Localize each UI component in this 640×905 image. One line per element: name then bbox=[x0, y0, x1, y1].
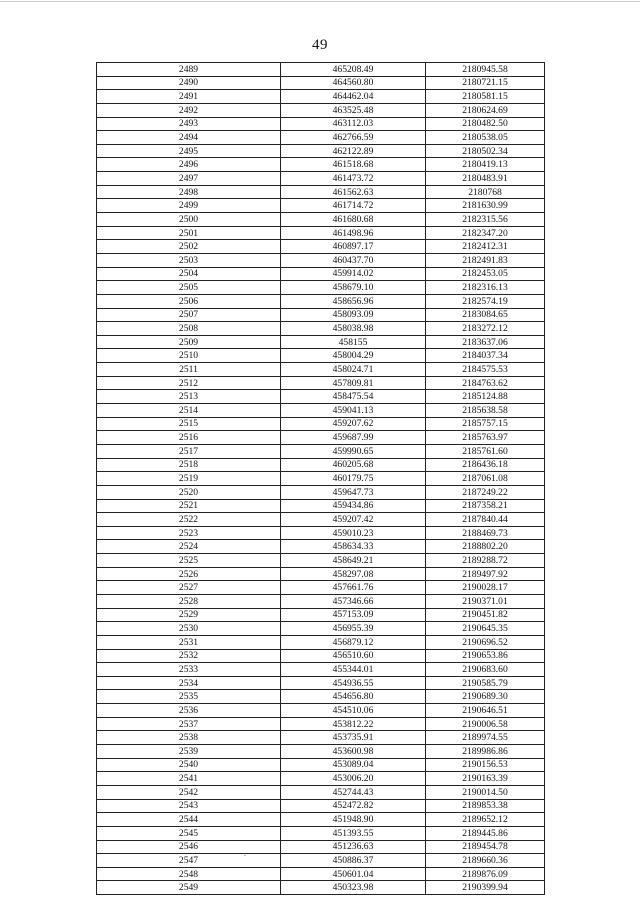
x-coordinate-cell: 458649.21 bbox=[281, 554, 426, 568]
table-row bbox=[97, 608, 545, 622]
table-row bbox=[97, 404, 545, 418]
point-number-cell: 2499 bbox=[97, 199, 281, 213]
table-row bbox=[97, 704, 545, 718]
x-coordinate-cell: 460437.70 bbox=[281, 253, 426, 267]
table-row bbox=[97, 185, 545, 199]
y-coordinate-cell: 2182412.31 bbox=[426, 240, 545, 254]
y-coordinate-cell: 2182347.20 bbox=[426, 226, 545, 240]
x-coordinate-cell: 461562.63 bbox=[281, 185, 426, 199]
point-number-cell: 2507 bbox=[97, 308, 281, 322]
y-coordinate-cell: 2190163.39 bbox=[426, 772, 545, 786]
point-number-cell: 2489 bbox=[97, 63, 281, 77]
table-row bbox=[97, 90, 545, 104]
y-coordinate-cell: 2190653.86 bbox=[426, 649, 545, 663]
y-coordinate-cell: 2180945.58 bbox=[426, 63, 545, 77]
y-coordinate-cell: 2184575.53 bbox=[426, 363, 545, 377]
y-coordinate-cell: 2180502.34 bbox=[426, 144, 545, 158]
x-coordinate-cell: 458038.98 bbox=[281, 322, 426, 336]
x-coordinate-cell: 459647.73 bbox=[281, 485, 426, 499]
x-coordinate-cell: 463112.03 bbox=[281, 117, 426, 131]
table-row bbox=[97, 499, 545, 513]
x-coordinate-cell: 459687.99 bbox=[281, 431, 426, 445]
x-coordinate-cell: 456879.12 bbox=[281, 635, 426, 649]
scan-artifact bbox=[244, 855, 246, 856]
y-coordinate-cell: 2190683.60 bbox=[426, 663, 545, 677]
table-row bbox=[97, 63, 545, 77]
x-coordinate-cell: 459434.86 bbox=[281, 499, 426, 513]
y-coordinate-cell: 2190645.35 bbox=[426, 622, 545, 636]
page-number: 49 bbox=[312, 37, 328, 53]
point-number-cell: 2500 bbox=[97, 213, 281, 227]
y-coordinate-cell: 2189454.78 bbox=[426, 840, 545, 854]
table-row bbox=[97, 635, 545, 649]
point-number-cell: 2536 bbox=[97, 704, 281, 718]
point-number-cell: 2515 bbox=[97, 417, 281, 431]
x-coordinate-cell: 458679.10 bbox=[281, 281, 426, 295]
point-number-cell: 2524 bbox=[97, 540, 281, 554]
y-coordinate-cell: 2189445.86 bbox=[426, 826, 545, 840]
table-row bbox=[97, 799, 545, 813]
y-coordinate-cell: 2190156.53 bbox=[426, 758, 545, 772]
x-coordinate-cell: 464462.04 bbox=[281, 90, 426, 104]
point-number-cell: 2519 bbox=[97, 472, 281, 486]
table-row bbox=[97, 199, 545, 213]
table-row bbox=[97, 663, 545, 677]
y-coordinate-cell: 2189497.92 bbox=[426, 567, 545, 581]
point-number-cell: 2549 bbox=[97, 881, 281, 895]
y-coordinate-cell: 2180624.69 bbox=[426, 103, 545, 117]
point-number-cell: 2540 bbox=[97, 758, 281, 772]
x-coordinate-cell: 452744.43 bbox=[281, 785, 426, 799]
point-number-cell: 2518 bbox=[97, 458, 281, 472]
y-coordinate-cell: 2183084.65 bbox=[426, 308, 545, 322]
y-coordinate-cell: 2184037.34 bbox=[426, 349, 545, 363]
y-coordinate-cell: 2190451.82 bbox=[426, 608, 545, 622]
point-number-cell: 2494 bbox=[97, 131, 281, 145]
point-number-cell: 2520 bbox=[97, 485, 281, 499]
y-coordinate-cell: 2190014.50 bbox=[426, 785, 545, 799]
y-coordinate-cell: 2185757.15 bbox=[426, 417, 545, 431]
table-row bbox=[97, 826, 545, 840]
x-coordinate-cell: 460179.75 bbox=[281, 472, 426, 486]
table-row bbox=[97, 240, 545, 254]
x-coordinate-cell: 456510.60 bbox=[281, 649, 426, 663]
point-number-cell: 2511 bbox=[97, 363, 281, 377]
table-row bbox=[97, 172, 545, 186]
x-coordinate-cell: 461714.72 bbox=[281, 199, 426, 213]
x-coordinate-cell: 457346.66 bbox=[281, 594, 426, 608]
point-number-cell: 2531 bbox=[97, 635, 281, 649]
table-row bbox=[97, 226, 545, 240]
x-coordinate-cell: 458155 bbox=[281, 335, 426, 349]
y-coordinate-cell: 2186436.18 bbox=[426, 458, 545, 472]
y-coordinate-cell: 2187358.21 bbox=[426, 499, 545, 513]
table-row bbox=[97, 267, 545, 281]
y-coordinate-cell: 2189876.09 bbox=[426, 867, 545, 881]
x-coordinate-cell: 455344.01 bbox=[281, 663, 426, 677]
table-row bbox=[97, 76, 545, 90]
table-row bbox=[97, 117, 545, 131]
x-coordinate-cell: 459041.13 bbox=[281, 404, 426, 418]
y-coordinate-cell: 2190399.94 bbox=[426, 881, 545, 895]
y-coordinate-cell: 2190371.01 bbox=[426, 594, 545, 608]
page-top-edge bbox=[0, 1, 640, 2]
y-coordinate-cell: 2190028.17 bbox=[426, 581, 545, 595]
table-row bbox=[97, 458, 545, 472]
point-number-cell: 2521 bbox=[97, 499, 281, 513]
y-coordinate-cell: 2184763.62 bbox=[426, 376, 545, 390]
x-coordinate-cell: 461473.72 bbox=[281, 172, 426, 186]
point-number-cell: 2493 bbox=[97, 117, 281, 131]
y-coordinate-cell: 2189853.38 bbox=[426, 799, 545, 813]
point-number-cell: 2513 bbox=[97, 390, 281, 404]
table-row bbox=[97, 772, 545, 786]
point-number-cell: 2501 bbox=[97, 226, 281, 240]
point-number-cell: 2498 bbox=[97, 185, 281, 199]
point-number-cell: 2505 bbox=[97, 281, 281, 295]
table-row bbox=[97, 376, 545, 390]
y-coordinate-cell: 2190585.79 bbox=[426, 676, 545, 690]
y-coordinate-cell: 2189288.72 bbox=[426, 554, 545, 568]
table-row bbox=[97, 867, 545, 881]
x-coordinate-cell: 453812.22 bbox=[281, 717, 426, 731]
point-number-cell: 2510 bbox=[97, 349, 281, 363]
y-coordinate-cell: 2189974.55 bbox=[426, 731, 545, 745]
table-row bbox=[97, 472, 545, 486]
y-coordinate-cell: 2185761.60 bbox=[426, 444, 545, 458]
y-coordinate-cell: 2187249.22 bbox=[426, 485, 545, 499]
x-coordinate-cell: 459914.02 bbox=[281, 267, 426, 281]
y-coordinate-cell: 2182574.19 bbox=[426, 294, 545, 308]
point-number-cell: 2503 bbox=[97, 253, 281, 267]
y-coordinate-cell: 2190689.30 bbox=[426, 690, 545, 704]
point-number-cell: 2546 bbox=[97, 840, 281, 854]
x-coordinate-cell: 458634.33 bbox=[281, 540, 426, 554]
table-row bbox=[97, 785, 545, 799]
point-number-cell: 2502 bbox=[97, 240, 281, 254]
point-number-cell: 2539 bbox=[97, 745, 281, 759]
y-coordinate-cell: 2180538.05 bbox=[426, 131, 545, 145]
table-row bbox=[97, 131, 545, 145]
y-coordinate-cell: 2181630.99 bbox=[426, 199, 545, 213]
point-number-cell: 2533 bbox=[97, 663, 281, 677]
table-row bbox=[97, 758, 545, 772]
point-number-cell: 2514 bbox=[97, 404, 281, 418]
point-number-cell: 2509 bbox=[97, 335, 281, 349]
table-row bbox=[97, 526, 545, 540]
point-number-cell: 2543 bbox=[97, 799, 281, 813]
point-number-cell: 2534 bbox=[97, 676, 281, 690]
table-row bbox=[97, 281, 545, 295]
y-coordinate-cell: 2180482.50 bbox=[426, 117, 545, 131]
table-row bbox=[97, 581, 545, 595]
x-coordinate-cell: 456955.39 bbox=[281, 622, 426, 636]
x-coordinate-cell: 454510.06 bbox=[281, 704, 426, 718]
point-number-cell: 2512 bbox=[97, 376, 281, 390]
table-row bbox=[97, 676, 545, 690]
table-row bbox=[97, 854, 545, 868]
point-number-cell: 2535 bbox=[97, 690, 281, 704]
table-row bbox=[97, 745, 545, 759]
point-number-cell: 2506 bbox=[97, 294, 281, 308]
y-coordinate-cell: 2183272.12 bbox=[426, 322, 545, 336]
y-coordinate-cell: 2182316.13 bbox=[426, 281, 545, 295]
table-row bbox=[97, 158, 545, 172]
table-row bbox=[97, 567, 545, 581]
table-row bbox=[97, 813, 545, 827]
y-coordinate-cell: 2182315.56 bbox=[426, 213, 545, 227]
table-row bbox=[97, 622, 545, 636]
table-row bbox=[97, 144, 545, 158]
point-number-cell: 2508 bbox=[97, 322, 281, 336]
point-number-cell: 2496 bbox=[97, 158, 281, 172]
x-coordinate-cell: 459207.62 bbox=[281, 417, 426, 431]
table-row bbox=[97, 213, 545, 227]
table-row bbox=[97, 881, 545, 895]
x-coordinate-cell: 461518.68 bbox=[281, 158, 426, 172]
x-coordinate-cell: 450601.04 bbox=[281, 867, 426, 881]
x-coordinate-cell: 458093.09 bbox=[281, 308, 426, 322]
coordinates-table bbox=[96, 62, 545, 895]
point-number-cell: 2516 bbox=[97, 431, 281, 445]
point-number-cell: 2526 bbox=[97, 567, 281, 581]
x-coordinate-cell: 451393.55 bbox=[281, 826, 426, 840]
x-coordinate-cell: 454656.80 bbox=[281, 690, 426, 704]
point-number-cell: 2491 bbox=[97, 90, 281, 104]
x-coordinate-cell: 450323.98 bbox=[281, 881, 426, 895]
x-coordinate-cell: 451948.90 bbox=[281, 813, 426, 827]
x-coordinate-cell: 460897.17 bbox=[281, 240, 426, 254]
table-row bbox=[97, 335, 545, 349]
table-row bbox=[97, 485, 545, 499]
table-row bbox=[97, 253, 545, 267]
point-number-cell: 2527 bbox=[97, 581, 281, 595]
point-number-cell: 2530 bbox=[97, 622, 281, 636]
y-coordinate-cell: 2188469.73 bbox=[426, 526, 545, 540]
x-coordinate-cell: 457153.09 bbox=[281, 608, 426, 622]
x-coordinate-cell: 464560.80 bbox=[281, 76, 426, 90]
point-number-cell: 2538 bbox=[97, 731, 281, 745]
table-row bbox=[97, 540, 545, 554]
y-coordinate-cell: 2180721.15 bbox=[426, 76, 545, 90]
table-row bbox=[97, 390, 545, 404]
y-coordinate-cell: 2189660.36 bbox=[426, 854, 545, 868]
y-coordinate-cell: 2188802.20 bbox=[426, 540, 545, 554]
y-coordinate-cell: 2185638.58 bbox=[426, 404, 545, 418]
point-number-cell: 2523 bbox=[97, 526, 281, 540]
table-row bbox=[97, 554, 545, 568]
x-coordinate-cell: 458297.08 bbox=[281, 567, 426, 581]
x-coordinate-cell: 462766.59 bbox=[281, 131, 426, 145]
x-coordinate-cell: 462122.89 bbox=[281, 144, 426, 158]
y-coordinate-cell: 2180419.13 bbox=[426, 158, 545, 172]
y-coordinate-cell: 2189652.12 bbox=[426, 813, 545, 827]
x-coordinate-cell: 453600.98 bbox=[281, 745, 426, 759]
x-coordinate-cell: 458656.96 bbox=[281, 294, 426, 308]
x-coordinate-cell: 450886.37 bbox=[281, 854, 426, 868]
table-row bbox=[97, 840, 545, 854]
point-number-cell: 2541 bbox=[97, 772, 281, 786]
x-coordinate-cell: 453006.20 bbox=[281, 772, 426, 786]
point-number-cell: 2544 bbox=[97, 813, 281, 827]
point-number-cell: 2525 bbox=[97, 554, 281, 568]
x-coordinate-cell: 461680.68 bbox=[281, 213, 426, 227]
table-row bbox=[97, 717, 545, 731]
x-coordinate-cell: 458024.71 bbox=[281, 363, 426, 377]
y-coordinate-cell: 2190646.51 bbox=[426, 704, 545, 718]
x-coordinate-cell: 457809.81 bbox=[281, 376, 426, 390]
x-coordinate-cell: 451236.63 bbox=[281, 840, 426, 854]
x-coordinate-cell: 463525.48 bbox=[281, 103, 426, 117]
point-number-cell: 2529 bbox=[97, 608, 281, 622]
y-coordinate-cell: 2180483.91 bbox=[426, 172, 545, 186]
coordinates-table-body bbox=[97, 63, 545, 895]
point-number-cell: 2522 bbox=[97, 513, 281, 527]
point-number-cell: 2495 bbox=[97, 144, 281, 158]
y-coordinate-cell: 2185763.97 bbox=[426, 431, 545, 445]
x-coordinate-cell: 457661.76 bbox=[281, 581, 426, 595]
point-number-cell: 2542 bbox=[97, 785, 281, 799]
x-coordinate-cell: 459990.65 bbox=[281, 444, 426, 458]
table-row bbox=[97, 731, 545, 745]
point-number-cell: 2545 bbox=[97, 826, 281, 840]
point-number-cell: 2547 bbox=[97, 854, 281, 868]
table-row bbox=[97, 294, 545, 308]
y-coordinate-cell: 2182453.05 bbox=[426, 267, 545, 281]
y-coordinate-cell: 2180581.15 bbox=[426, 90, 545, 104]
x-coordinate-cell: 454936.55 bbox=[281, 676, 426, 690]
y-coordinate-cell: 2183637.06 bbox=[426, 335, 545, 349]
y-coordinate-cell: 2185124.88 bbox=[426, 390, 545, 404]
y-coordinate-cell: 2180768 bbox=[426, 185, 545, 199]
table-row bbox=[97, 431, 545, 445]
y-coordinate-cell: 2190696.52 bbox=[426, 635, 545, 649]
point-number-cell: 2504 bbox=[97, 267, 281, 281]
x-coordinate-cell: 458475.54 bbox=[281, 390, 426, 404]
point-number-cell: 2497 bbox=[97, 172, 281, 186]
table-row bbox=[97, 594, 545, 608]
x-coordinate-cell: 453735.91 bbox=[281, 731, 426, 745]
point-number-cell: 2548 bbox=[97, 867, 281, 881]
table-row bbox=[97, 103, 545, 117]
y-coordinate-cell: 2187840.44 bbox=[426, 513, 545, 527]
table-row bbox=[97, 513, 545, 527]
x-coordinate-cell: 459010.23 bbox=[281, 526, 426, 540]
y-coordinate-cell: 2189986.86 bbox=[426, 745, 545, 759]
table-row bbox=[97, 363, 545, 377]
x-coordinate-cell: 452472.82 bbox=[281, 799, 426, 813]
table-row bbox=[97, 349, 545, 363]
point-number-cell: 2517 bbox=[97, 444, 281, 458]
point-number-cell: 2490 bbox=[97, 76, 281, 90]
table-row bbox=[97, 308, 545, 322]
table-row bbox=[97, 690, 545, 704]
x-coordinate-cell: 459207.42 bbox=[281, 513, 426, 527]
table-row bbox=[97, 444, 545, 458]
table-row bbox=[97, 649, 545, 663]
point-number-cell: 2537 bbox=[97, 717, 281, 731]
y-coordinate-cell: 2182491.83 bbox=[426, 253, 545, 267]
y-coordinate-cell: 2190006.58 bbox=[426, 717, 545, 731]
table-row bbox=[97, 417, 545, 431]
x-coordinate-cell: 458004.29 bbox=[281, 349, 426, 363]
y-coordinate-cell: 2187061.08 bbox=[426, 472, 545, 486]
point-number-cell: 2532 bbox=[97, 649, 281, 663]
point-number-cell: 2528 bbox=[97, 594, 281, 608]
x-coordinate-cell: 465208.49 bbox=[281, 63, 426, 77]
x-coordinate-cell: 461498.96 bbox=[281, 226, 426, 240]
point-number-cell: 2492 bbox=[97, 103, 281, 117]
table-row bbox=[97, 322, 545, 336]
x-coordinate-cell: 453089.04 bbox=[281, 758, 426, 772]
x-coordinate-cell: 460205.68 bbox=[281, 458, 426, 472]
